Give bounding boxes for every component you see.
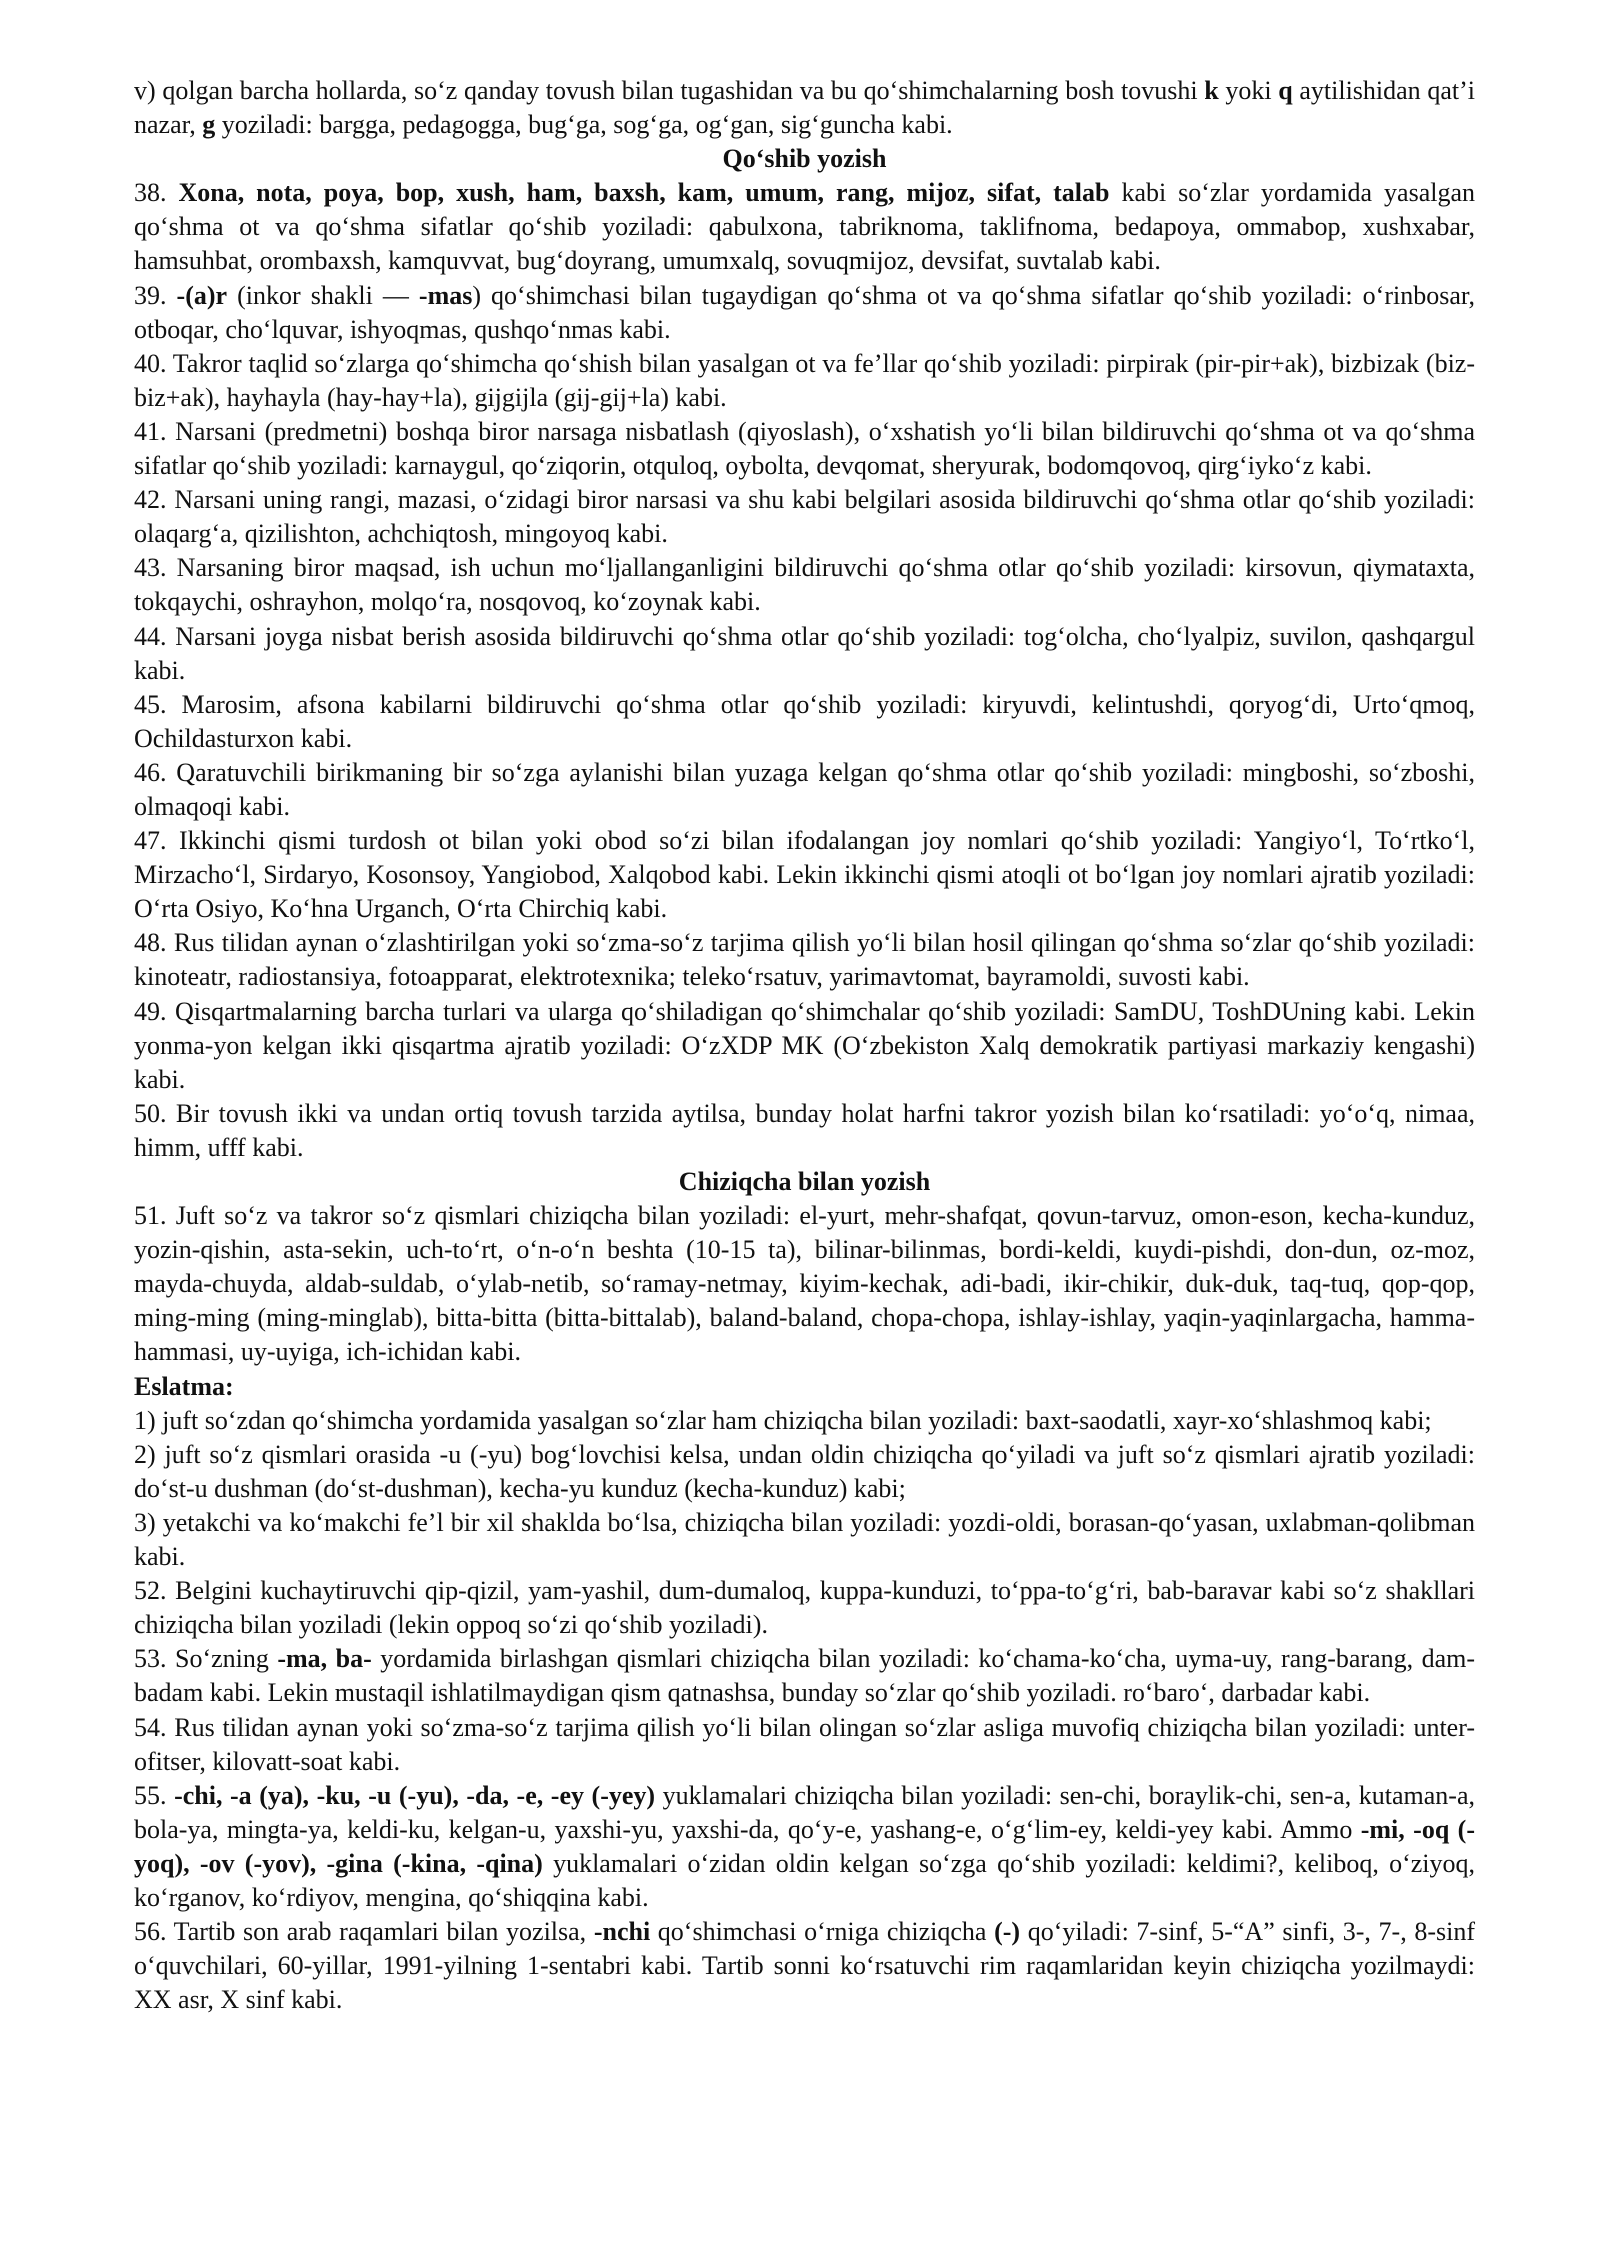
text-run: 39. xyxy=(134,280,177,310)
text-run: 40. Takror taqlid so‘zlarga qo‘shimcha qo‘shish bilan yasalgan ot va fe’llar qo‘shib yoziladi: pirpirak (pir-pir+ak), bizbizak (biz-biz+ak), hayhayla (hay-hay+la), gijgijla (gij-gij+la) kabi. xyxy=(134,348,1475,412)
bold-text: -mas xyxy=(418,280,473,310)
paragraph xyxy=(134,1506,1475,1574)
text-run: 45. Marosim, afsona kabilarni bildiruvchi qo‘shma otlar qo‘shib yoziladi: kiryuvdi, kelintushdi, qoryog‘di, Urto‘qmoq, Ochildasturxon kabi. xyxy=(134,689,1475,753)
bold-text: (-) xyxy=(994,1917,1021,1947)
paragraph xyxy=(134,551,1475,619)
paragraph xyxy=(134,1779,1475,1915)
bold-text: -chi, -a (ya), -ku, -u (-yu), -da, -e, -ey (-yey) xyxy=(174,1780,656,1810)
paragraph xyxy=(134,1199,1475,1369)
paragraph xyxy=(134,995,1475,1097)
paragraph xyxy=(134,824,1475,926)
bold-text: -nchi xyxy=(593,1917,651,1947)
paragraph xyxy=(134,415,1475,483)
text-run: Chiziqcha bilan yozish xyxy=(678,1167,931,1196)
text-run: 52. Belgini kuchaytiruvchi qip-qizil, yam-yashil, dum-dumaloq, kuppa-kunduzi, to‘ppa-to‘g‘ri, bab-baravar kabi so‘z shakllari chiziqcha bilan yoziladi (lekin oppoq so‘zi qo‘shib yoziladi). xyxy=(134,1576,1475,1640)
text-run: 42. Narsani uning rangi, mazasi, o‘zidagi biror narsasi va shu kabi belgilari asosida bildiruvchi qo‘shma otlar qo‘shib yoziladi: olaqarg‘a, qizilishton, achchiqtosh, mingoyoq kabi. xyxy=(134,485,1475,549)
paragraph xyxy=(134,1574,1475,1642)
text-run: 47. Ikkinchi qismi turdosh ot bilan yoki obod so‘zi bilan ifodalangan joy nomlari qo‘shib yoziladi: Yangiyo‘l, To‘rtko‘l, Mirzacho‘l, Sirdaryo, Kosonsoy, Yangiobod, Xalqobod kabi. Lekin ikkinchi qismi atoqli ot bo‘lgan joy nomlari ajratib yoziladi: O‘rta Osiyo, Ko‘hna Urganch, O‘rta Chirchiq kabi. xyxy=(134,826,1475,924)
paragraph xyxy=(134,1438,1475,1506)
text-run: Qo‘shib yozish xyxy=(722,144,887,174)
text-run: yoki xyxy=(1218,76,1279,105)
section-heading xyxy=(134,142,1475,176)
text-run: v) qolgan barcha hollarda, so‘z qanday tovush bilan tugashidan va bu qo‘shimchalarning bosh tovushi xyxy=(134,76,1205,105)
text-run: yordamida birlashgan qismlari chiziqcha bilan yoziladi: ko‘chama-ko‘cha, uyma-uy, rang-barang, dam-badam kabi. Lekin mustaqil ishlatilmaydigan qism qatnashsa, bunday so‘zlar qo‘shib yoziladi. ro‘baro‘, darbadar kabi. xyxy=(134,1644,1475,1708)
paragraph xyxy=(134,926,1475,994)
text-run: 54. Rus tilidan aynan yoki so‘zma-so‘z tarjima qilish yo‘li bilan olingan so‘zlar asliga muvofiq chiziqcha bilan yoziladi: unter-ofitser, kilovatt-soat kabi. xyxy=(134,1712,1475,1776)
paragraph xyxy=(134,1097,1475,1165)
bold-text: q xyxy=(1278,76,1293,105)
bold-text: -(a)r xyxy=(176,280,228,310)
text-run: yuklamalari chiziqcha bilan yoziladi: sen-chi, boraylik-chi, sen-a, kutaman-a, bola-ya, mingta-ya, keldi-ku, kelgan-u, yaxshi-yu, yaxshi-da, qo‘y-e, yashang-e, o‘g‘lim-ey, keldi-yey kabi. Ammo xyxy=(134,1780,1475,1844)
text-run: 55. xyxy=(134,1780,175,1810)
text-run: 56. Tartib son arab raqamlari bilan yozilsa, xyxy=(134,1917,594,1947)
text-run: qo‘shimchasi o‘rniga chiziqcha xyxy=(650,1917,995,1947)
text-run: 44. Narsani joyga nisbat berish asosida bildiruvchi qo‘shma otlar qo‘shib yoziladi: tog‘olcha, cho‘lyalpiz, suvilon, qashqargul kabi. xyxy=(134,621,1475,685)
text-run: kabi so‘zlar yordamida yasalgan qo‘shma ot va qo‘shma sifatlar qo‘shib yoziladi: qabulxona, tabriknoma, taklifnoma, bedapoya, ommabop, xushxabar, hamsuhbat, orombaxsh, kamquvvat, bug‘doyrang, umumxalq, sovuqmijoz, devsifat, suvtalab kabi. xyxy=(134,178,1475,276)
text-run: qo‘yiladi: 7-sinf, 5-“A” sinfi, 3-, 7-, 8-sinf o‘quvchilari, 60-yillar, 1991-yilning 1-sentabri kabi. Tartib sonni ko‘rsatuvchi rim raqamlaridan keyin chiziqcha yozilmaydi: XX asr, X sinf kabi. xyxy=(134,1917,1476,2015)
bold-text: Eslatma: xyxy=(134,1371,234,1401)
paragraph xyxy=(134,620,1475,688)
bold-text: -mi, -oq (-yoq), -ov (-yov), -gina (-kina, -qina) xyxy=(134,1814,1475,1878)
paragraph xyxy=(134,74,1475,142)
text-run: 49. Qisqartmalarning barcha turlari va ularga qo‘shiladigan qo‘shimchalar qo‘shib yoziladi: SamDU, ToshDUning kabi. Lekin yonma-yon kelgan ikki qisqartma ajratib yoziladi: O‘zXDP MK (O‘zbekiston Xalq demokratik partiyasi markaziy kengashi) kabi. xyxy=(134,996,1475,1094)
text-run: yuklamalari o‘zidan oldin kelgan so‘zga qo‘shib yoziladi: keldimi?, keliboq, o‘ziyoq, ko‘rganov, ko‘rdiyov, mengina, qo‘shiqqina kabi. xyxy=(134,1848,1475,1912)
bold-text: g xyxy=(202,110,216,140)
text-run: 38. xyxy=(134,178,179,208)
text-run: 3) yetakchi va ko‘makchi fe’l bir xil shaklda bo‘lsa, chiziqcha bilan yoziladi: yozdi-oldi, borasan-qo‘yasan, uxlabman-qolibman kabi. xyxy=(134,1507,1475,1572)
text-run: 43. Narsaning biror maqsad, ish uchun mo‘ljallanganligini bildiruvchi qo‘shma otlar qo‘shib yoziladi: kirsovun, qiymataxta, tokqaychi, oshrayhon, molqo‘ra, nosqovoq, ko‘zoynak kabi. xyxy=(134,553,1475,617)
paragraph xyxy=(134,1642,1475,1710)
paragraph xyxy=(134,688,1475,756)
text-run: 46. Qaratuvchili birikmaning bir so‘zga aylanishi bilan yuzaga kelgan qo‘shma otlar qo‘shib yoziladi: mingboshi, so‘zboshi, olmaqoqi kabi. xyxy=(134,757,1475,821)
paragraph xyxy=(134,347,1475,415)
text-run: 41. Narsani (predmetni) boshqa biror narsaga nisbatlash (qiyoslash), o‘xshatish yo‘li bilan bildiruvchi qo‘shma ot va qo‘shma sifatlar qo‘shib yoziladi: karnaygul, qo‘ziqorin, otquloq, oybolta, devqomat, sheryurak, bodomqovoq, qirg‘iyko‘z kabi. xyxy=(134,416,1475,481)
paragraph xyxy=(134,176,1475,278)
bold-text: Xona, nota, poya, bop, xush, ham, baxsh, kam, umum, rang, mijoz, sifat, talab xyxy=(178,178,1110,208)
text-run: yoziladi: bargga, pedagogga, bug‘ga, sog‘ga, og‘gan, sig‘guncha kabi. xyxy=(215,110,953,140)
paragraph xyxy=(134,756,1475,824)
bold-text: -ma, ba- xyxy=(277,1644,372,1674)
paragraph xyxy=(134,1404,1475,1438)
text-run: 1) juft so‘zdan qo‘shimcha yordamida yasalgan so‘zlar ham chiziqcha bilan yoziladi: baxt-saodatli, xayr-xo‘shlashmoq kabi; xyxy=(134,1405,1432,1435)
text-run: 51. Juft so‘z va takror so‘z qismlari chiziqcha bilan yoziladi: el-yurt, mehr-shafqat, qovun-tarvuz, omon-eson, kecha-kunduz, yozin-qishin, asta-sekin, uch-to‘rt, o‘n-o‘n beshta (10-15 ta), bilinar-bilinmas, bordi-keldi, kuydi-pishdi, don-dun, oz-moz, mayda-chuyda, aldab-suldab, o‘ylab-netib, so‘ramay-netmay, kiyim-kechak, adi-badi, ikir-chikir, duk-duk, taq-tuq, qop-qop, ming-ming (ming-minglab), bitta-bitta (bitta-bittalab), baland-baland, chopa-chopa, ishlay-ishlay, yaqin-yaqinlargacha, hamma-hammasi, uy-uyiga, ich-ichidan kabi. xyxy=(134,1201,1475,1367)
paragraph xyxy=(134,1711,1475,1779)
text-run: aytilishidan qat’i nazar, xyxy=(134,76,1475,140)
text-run: 53. So‘zning xyxy=(134,1644,278,1674)
paragraph xyxy=(134,483,1475,551)
text-run: 2) juft so‘z qismlari orasida -u (-yu) bog‘lovchisi kelsa, undan oldin chiziqcha qo‘yiladi va juft so‘z qismlari ajratib yoziladi: do‘st-u dushman (do‘st-dushman), kecha-yu kunduz (kecha-kunduz) kabi; xyxy=(134,1439,1475,1503)
section-heading xyxy=(134,1165,1475,1199)
text-run: (inkor shakli — xyxy=(227,280,419,310)
text-run: ) qo‘shimchasi bilan tugaydigan qo‘shma ot va qo‘shma sifatlar qo‘shib yoziladi: o‘rinbosar, otboqar, cho‘lquvar, ishyoqmas, qushqo‘nmas kabi. xyxy=(134,280,1475,344)
text-run: 48. Rus tilidan aynan o‘zlashtirilgan yoki so‘zma-so‘z tarjima qilish yo‘li bilan hosil qilingan qo‘shma so‘zlar qo‘shib yoziladi: kinoteatr, radiostansiya, fotoapparat, elektrotexnika; teleko‘rsatuv, yarimavtomat, bayramoldi, suvosti kabi. xyxy=(134,928,1475,992)
paragraph xyxy=(134,279,1475,347)
bold-text: k xyxy=(1204,76,1219,105)
paragraph xyxy=(134,1370,1475,1404)
text-run: 50. Bir tovush ikki va undan ortiq tovush tarzida aytilsa, bunday holat harfni takror yozish bilan ko‘rsatiladi: yo‘o‘q, nimaa, himm, ufff kabi. xyxy=(134,1098,1475,1162)
paragraph xyxy=(134,1915,1475,2017)
